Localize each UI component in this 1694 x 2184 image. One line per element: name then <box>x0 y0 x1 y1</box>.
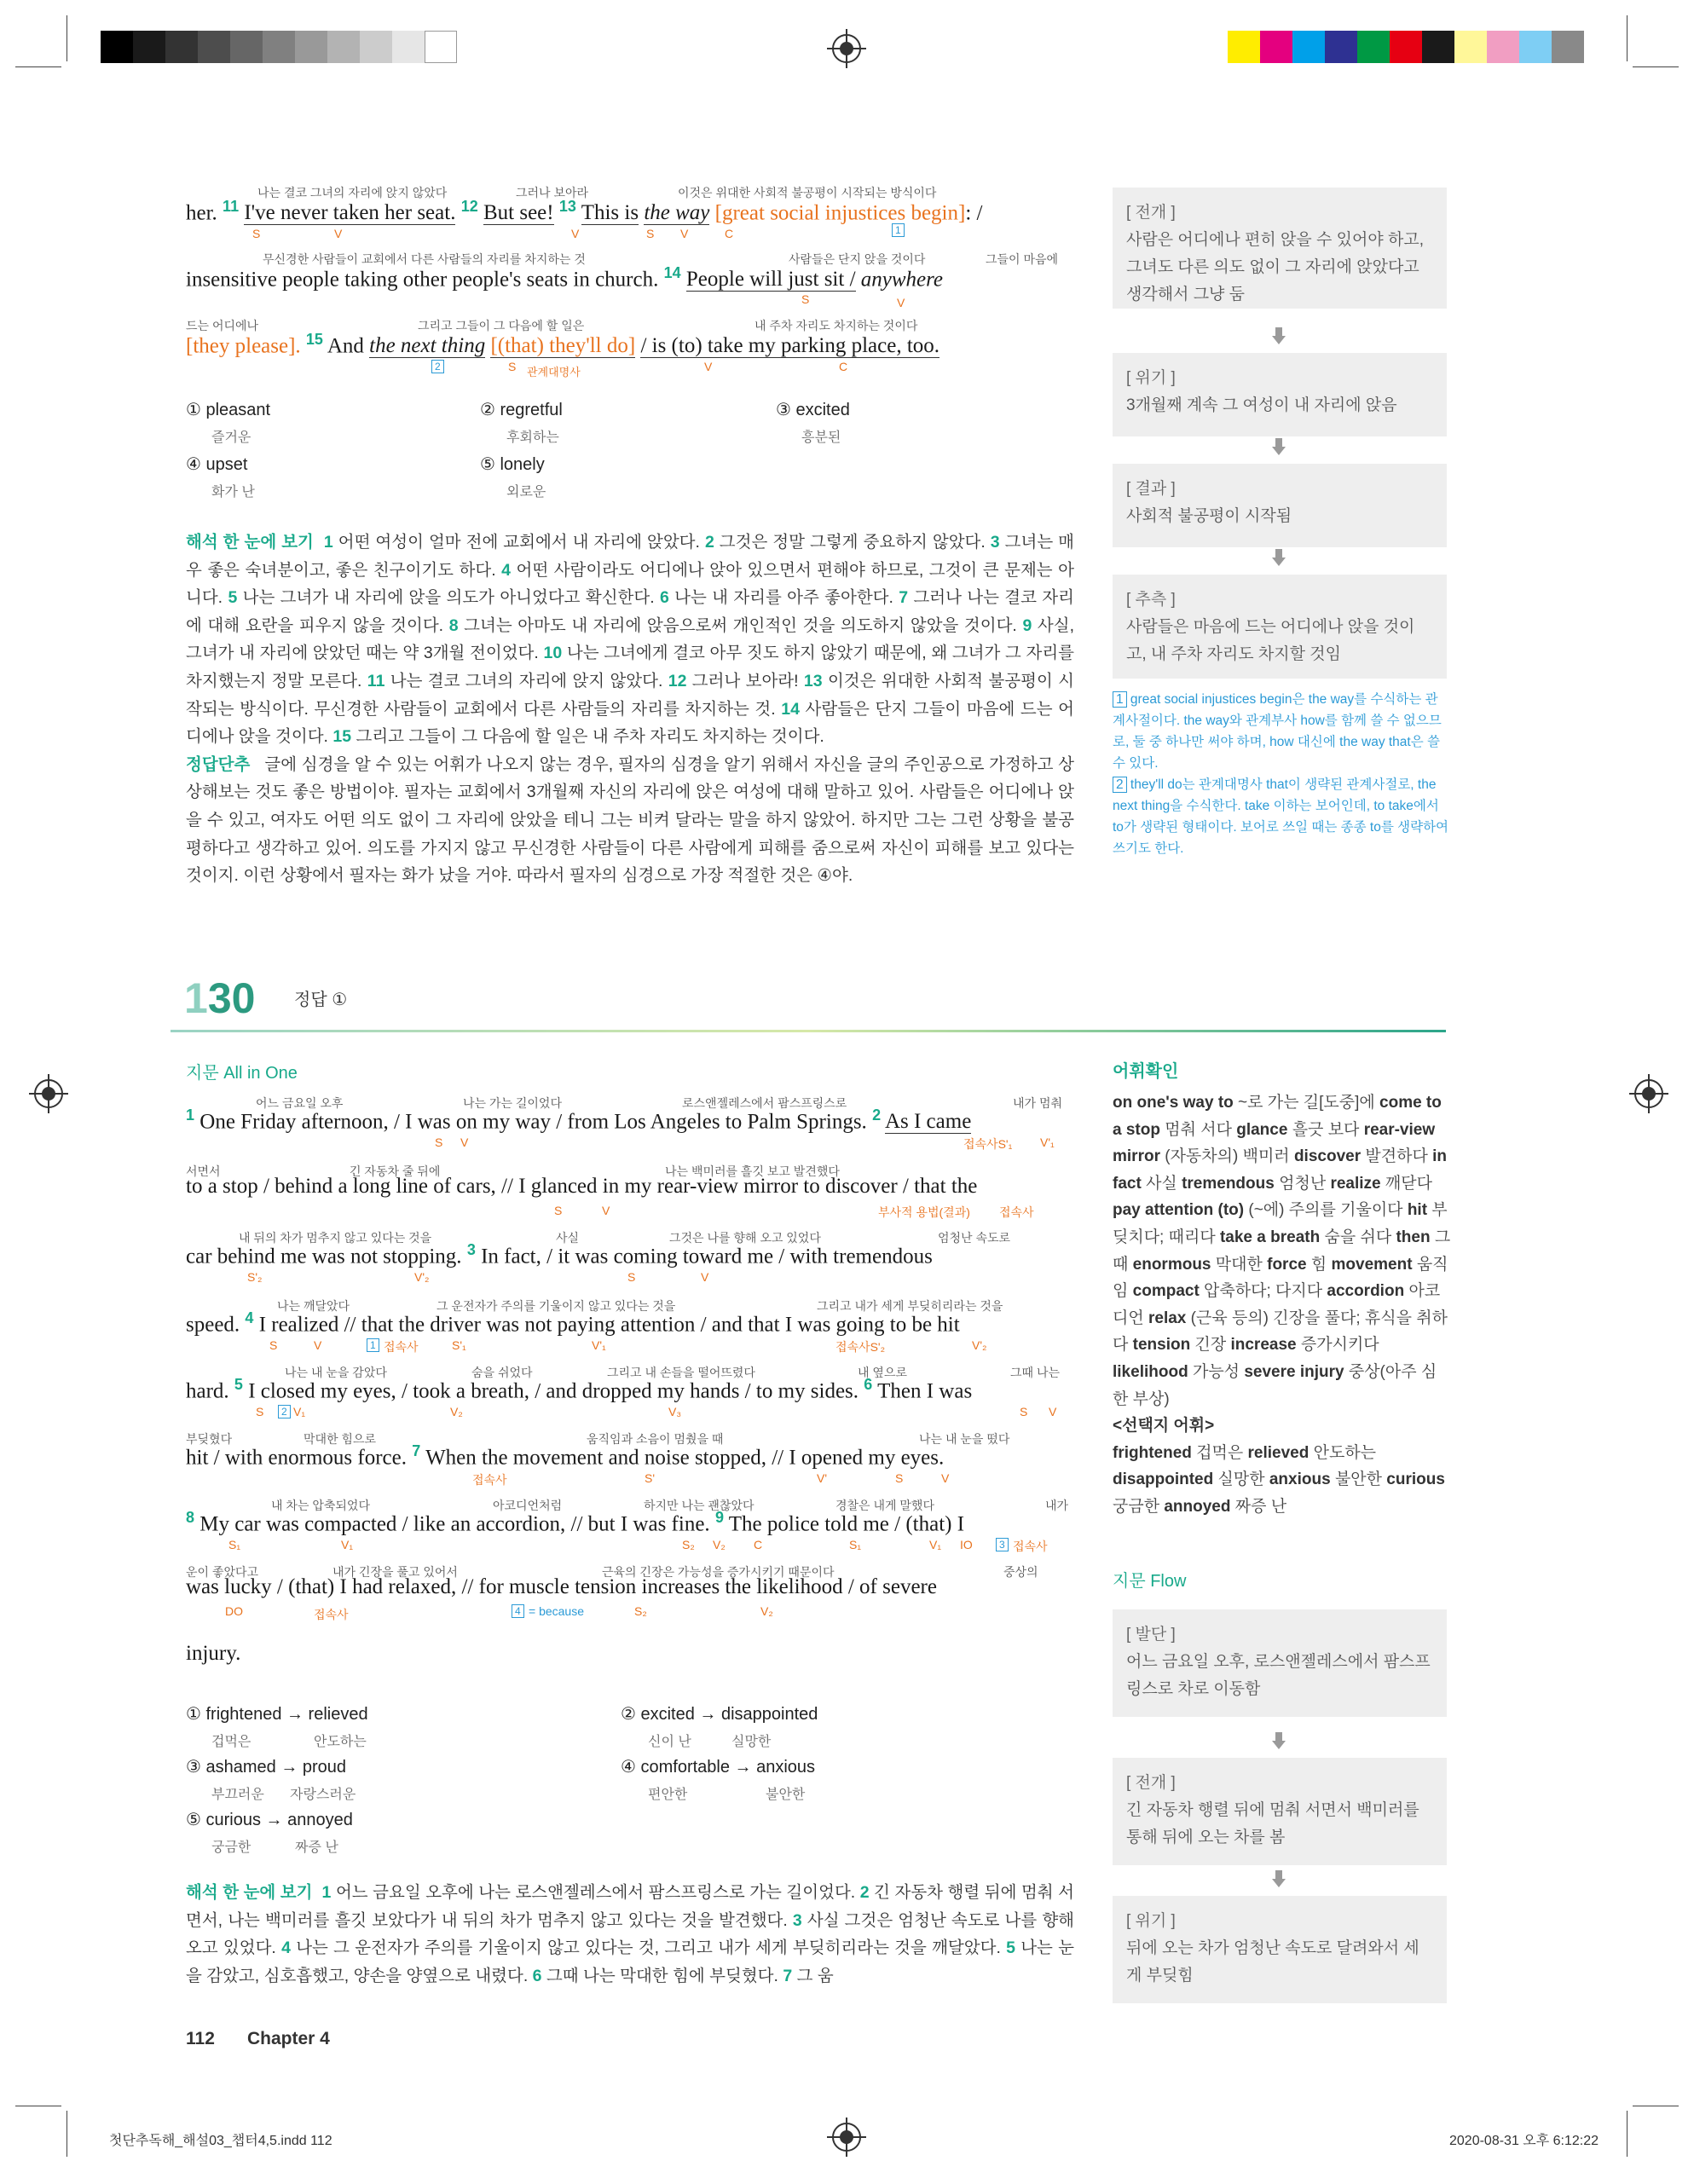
gloss: 내 뒤의 차가 멈추지 않고 있다는 것을 <box>239 1231 432 1245</box>
gloss: 움직임과 소음이 멈췄을 때 <box>587 1432 724 1446</box>
grammar-tag: V₁ <box>293 1405 306 1418</box>
gloss: 그 운전자가 주의를 기울이지 않고 있다는 것을 <box>437 1299 676 1313</box>
option-meaning: 겁먹은 <box>211 1735 251 1749</box>
print-date: 2020-08-31 오후 6:12:22 <box>1449 2134 1599 2148</box>
down-arrow-icon <box>1272 1741 1286 1749</box>
gloss: 부딪혔다 <box>186 1432 233 1446</box>
down-arrow-icon <box>1272 1879 1286 1887</box>
sentence-line: $^1$ One Friday afternoon, / I was on my way / from Los Angeles to Palm Springs. $^2$ As I came <box>186 1106 972 1134</box>
sentence-number: 7 <box>412 1442 421 1459</box>
gloss: 하지만 나는 괜찮았다 <box>644 1499 754 1512</box>
grammar-tag: V₂ <box>713 1538 726 1551</box>
option-meaning: 부끄러운 <box>211 1788 264 1802</box>
option-meaning: 편안한 <box>648 1788 688 1802</box>
grammar-tag: 접속사 <box>384 1340 419 1354</box>
option[interactable]: ② regretful <box>480 401 563 419</box>
gloss: 긴 자동차 줄 뒤에 <box>350 1164 441 1178</box>
option[interactable]: ③ excited <box>776 401 850 419</box>
gloss: 나는 가는 길이었다 <box>463 1096 562 1110</box>
sentence-number: 15 <box>305 331 323 348</box>
grammar-tag: V'₂ <box>414 1270 430 1284</box>
grammar-tag: V <box>602 1204 610 1217</box>
grammar-tag: C <box>725 227 734 240</box>
gloss: 운이 좋았다고 <box>186 1565 259 1579</box>
flow-box: [ 결과 ] 사회적 불공평이 시작됨 <box>1113 464 1447 547</box>
grammar-tag: 접속사 <box>472 1473 507 1487</box>
grammar-tag: 관계대명사 <box>527 366 581 378</box>
note-reference-text: = because <box>529 1604 584 1618</box>
option-meaning: 즐거운 <box>211 430 251 445</box>
gloss: 나는 결코 그녀의 자리에 앉지 않았다 <box>257 186 448 199</box>
section-divider <box>171 1030 1446 1032</box>
registration-mark-top <box>832 34 861 63</box>
gloss: 숨을 쉬었다 <box>471 1366 533 1379</box>
down-arrow-icon <box>1272 336 1286 344</box>
note-reference: 4 <box>512 1604 524 1618</box>
grammar-tag: S <box>646 227 655 240</box>
grammar-tag: S₂ <box>682 1538 695 1551</box>
grammar-tag: 부사적 용법(결과) <box>878 1205 970 1219</box>
grammar-tag: 접속사 <box>999 1205 1034 1219</box>
sentence-text: This is <box>581 201 639 225</box>
answer-badge: 정답 ① <box>294 991 348 1009</box>
flow-box: [ 전개 ] 사람은 어디에나 편히 앉을 수 있어야 하고, 그녀도 다른 의도 없이 그 자리에 앉았다고 생각해서 그냥 둠 <box>1113 188 1447 309</box>
option-meaning: 신이 난 <box>648 1735 691 1749</box>
sentence-number: 2 <box>872 1106 882 1124</box>
option[interactable]: ⑤ lonely <box>480 455 545 474</box>
grammar-tag: V <box>941 1471 950 1485</box>
flow-box: [ 추측 ] 사람들은 마음에 드는 어디에나 앉을 것이고, 내 주차 자리도 차지할 것임 <box>1113 575 1447 679</box>
sentence-line: speed. $^4$ I realized // that the driver was not paying attention / and that I was going to be hit <box>186 1309 960 1337</box>
sentence-text: I've never taken her seat. <box>244 201 456 225</box>
bracketed-clause: [(that) they'll do] <box>490 334 636 358</box>
option-meaning: 외로운 <box>506 485 546 500</box>
flow-box: [ 위기 ] 뒤에 오는 차가 엄청난 속도로 달려와서 세게 부딪힘 <box>1113 1896 1447 2003</box>
grammar-tag: V₃ <box>668 1405 682 1418</box>
grammar-tag: S <box>627 1270 636 1284</box>
gloss: 내 옆으로 <box>858 1366 907 1379</box>
gloss: 서면서 <box>186 1164 221 1178</box>
gloss: 나는 내 눈을 감았다 <box>285 1366 387 1379</box>
gloss: 이것은 위대한 사회적 불공평이 시작되는 방식이다 <box>678 186 937 199</box>
grammar-tag: S₁ <box>849 1538 862 1551</box>
sentence-line: injury. <box>186 1642 241 1665</box>
file-info: 첫단추독해_해설03_챕터4,5.indd 112 <box>109 2134 332 2148</box>
sentence-line: was lucky / (that) I had relaxed, // for muscle tension increases the likelihood / of severe <box>186 1575 937 1598</box>
sentence-text: But see! <box>483 201 554 225</box>
option-meaning: 실망한 <box>731 1735 772 1749</box>
gloss: 막대한 힘으로 <box>304 1432 377 1446</box>
gloss: 그러나 보아라 <box>516 186 589 199</box>
option[interactable]: ② excited → disappointed <box>621 1705 818 1724</box>
gloss: 어느 금요일 오후 <box>256 1096 344 1110</box>
sentence-number: 5 <box>234 1376 243 1393</box>
grammar-tag: V₂ <box>760 1604 773 1618</box>
sentence-number: 8 <box>186 1509 195 1526</box>
grammar-tag: V₁ <box>341 1538 354 1551</box>
gloss: 엄청난 속도로 <box>938 1231 1011 1245</box>
gloss: 그때 나는 <box>1010 1366 1060 1379</box>
gloss: 내가 멈춰 <box>1013 1096 1062 1110</box>
gloss: 아코디언처럼 <box>493 1499 563 1512</box>
option[interactable]: ④ upset <box>186 455 248 474</box>
section-label: 지문 All in One <box>186 1064 298 1083</box>
grammar-tag: S <box>801 292 810 306</box>
grammar-tag: S' <box>645 1471 656 1485</box>
question-number: 130 <box>184 974 256 1022</box>
grammar-tag: 접속사S'₁ <box>963 1137 1013 1151</box>
flow-box: [ 발단 ] 어느 금요일 오후, 로스앤젤레스에서 팜스프링스로 차로 이동함 <box>1113 1609 1447 1717</box>
grammar-tag: S'₁ <box>452 1338 466 1352</box>
grammar-tag: S₁ <box>228 1538 241 1551</box>
gloss: 내 차는 압축되었다 <box>271 1499 370 1512</box>
grammar-tag: S <box>1020 1405 1028 1418</box>
grammar-tag: V <box>701 1270 709 1284</box>
gloss: 사람들은 단지 앉을 것이다 <box>789 252 926 266</box>
grammar-tag: 접속사 <box>314 1608 349 1621</box>
vocab-title: 어휘확인 <box>1113 1062 1179 1081</box>
gloss: 로스앤젤레스에서 팜스프링스로 <box>682 1096 847 1110</box>
grammar-tag: S <box>435 1135 443 1149</box>
sentence-text: People will just sit / <box>685 268 856 292</box>
option-meaning: 화가 난 <box>211 485 255 500</box>
option-meaning: 안도하는 <box>314 1735 367 1749</box>
sentence-number: 12 <box>460 198 478 215</box>
grammar-tag: S <box>895 1471 904 1485</box>
sentence-line: hit / with enormous force. $^7$ When the movement and noise stopped, // I opened my eyes. <box>186 1442 945 1470</box>
grammar-tag: V <box>1049 1405 1057 1418</box>
sentence-line: hard. $^5$ I closed my eyes, / took a breath, / and dropped my hands / to my sides. $^6$ Then I was <box>186 1376 973 1403</box>
gloss: 그들이 마음에 <box>986 252 1059 266</box>
note-reference: 3 <box>996 1538 1009 1551</box>
grammar-tag: V'₁ <box>592 1338 606 1352</box>
note-item: 1 great social injustices begin은 the way를 수식하는 관계사절이다. the way와 관계부사 how를 함께 쓸 수 없으므로, 둘 중 하나만 써야 하며, how 대신에 the way that은 쓸 수 있다. <box>1113 692 1442 771</box>
gloss: 내가 <box>1045 1499 1069 1512</box>
grammar-tag: V₁ <box>929 1538 942 1551</box>
translation-paragraph-1: 해석 한 눈에 보기 1 어떤 여성이 얼마 전에 교회에서 내 자리에 앉았다. 2 그것은 정말 그렇게 중요하지 않았다. 3 그녀는 매우 좋은 숙녀분이고, 좋은 친구이기도 하다. 4 어떤 사람이라도 어디에나 앉아 있으면서 편해야 하므로, 그것이 큰 문제는 아니다. 5 나는 그녀가 내 자리에 앉을 의도가 아니었다고 확신한다. 6 나는 내 자리를 아주 좋아한다. 7 그러나 나는 결코 자리에 대해 요란을 피우지 않을 것이다. 8 그녀는 아마도 내 자리에 앉음으로써 개인적인 것을 의도하지 않았을 것이다. 9 사실, 그녀가 내 자리에 앉았던 때는 약 3개월 전이었다. 10 나는 그녀에게 결코 아무 짓도 하지 않았기 때문에, 왜 그녀가 그 자리를 차지했는지 정말 모른다. 11 나는 결코 그녀의 자리에 앉지 않았다. 12 그러나 보아라! 13 이것은 위대한 사회적 불공평이 시작되는 방식이다. 무신경한 사람들이 교회에서 다른 사람들의 자리를 차지하는 것. 14 사람들은 단지 그들이 마음에 드는 어디에나 앉을 것이다. 15 그리고 그들이 그 다음에 할 일은 내 주차 자리도 차지하는 것이다. 정답단추 글에 심경을 알 수 있는 어휘가 나오지 않는 경우, 필자의 심경을 알기 위해서 자신을 글의 주인공으로 가정하고 상상해보는 것도 좋은 방법이야. 필자는 교회에서 3개월째 자신의 자리에 앉은 여성에 대해 말하고 있어. 사람들은 어디에나 앉을 수 있고, 여자도 어떤 의도 없이 그 자리에 앉았을 테니 그는 비켜 달라는 말을 하지 않았어. 하지만 그는 그런 상황을 불공평하다고 생각하고 있어. 의도를 가지지 않고 무신경한 사람들이 다른 사람에게 피해를 줌으로써 자신이 피해를 보고 있다는 것이지. 이런 상황에서 필자는 화가 났을 거야. 따라서 필자의 심경으로 가장 적절한 것은 ④야. <box>186 533 1075 886</box>
grammar-tag: V' <box>817 1471 828 1485</box>
grammar-tag: 접속사S'₂ <box>835 1340 886 1354</box>
gloss: 그리고 내가 세게 부딪히리라는 것을 <box>817 1299 1003 1313</box>
option-meaning: 짜증 난 <box>295 1840 338 1855</box>
grammar-tag: S'₂ <box>247 1270 263 1284</box>
gloss: 그것은 나를 향해 오고 있었다 <box>669 1231 821 1245</box>
option-meaning: 자랑스러운 <box>290 1788 356 1802</box>
gloss: 나는 내 눈을 떴다 <box>919 1432 1010 1446</box>
grammar-tag: V <box>460 1135 469 1149</box>
option-meaning: 후회하는 <box>506 430 559 445</box>
sentence-line: to a stop / behind a long line of cars, // I glanced in my rear-view mirror to discover / that the <box>186 1175 978 1198</box>
grammar-tag: V'₂ <box>972 1338 987 1352</box>
grammar-tag: C <box>754 1538 763 1551</box>
note-reference: 1 <box>892 223 905 237</box>
chapter-label: Chapter 4 <box>247 2029 330 2048</box>
gloss: 드는 어디에나 <box>186 319 259 332</box>
answer-label: 정답단추 <box>186 754 251 774</box>
sentence-number: 3 <box>466 1241 476 1258</box>
down-arrow-icon <box>1272 447 1286 455</box>
flow-box: [ 위기 ] 3개월째 계속 그 여성이 내 자리에 앉음 <box>1113 353 1447 436</box>
grammar-tag: S₂ <box>634 1604 647 1618</box>
translation-paragraph-2: 해석 한 눈에 보기 1 어느 금요일 오후에 나는 로스앤젤레스에서 팜스프링스로 가는 길이었다. 2 긴 자동차 행렬 뒤에 멈춰 서면서, 나는 백미러를 흘깃 보았다가 내 뒤의 차가 멈추지 않고 있다는 것을 발견했다. 3 사실 그것은 엄청난 속도로 나를 향해 오고 있었다. 4 나는 그 운전자가 주의를 기울이지 않고 있다는 것, 그리고 내가 세게 부딪히리라는 것을 깨달았다. 5 나는 눈을 감았고, 심호흡했고, 양손을 양옆으로 내렸다. 6 그때 나는 막대한 힘에 부딪혔다. 7 그 움 <box>186 1883 1075 1985</box>
flow-title: 지문 Flow <box>1113 1572 1187 1591</box>
grammar-tag: V <box>680 227 689 240</box>
option[interactable]: ⑤ curious → annoyed <box>186 1811 353 1829</box>
note-reference: 2 <box>431 360 444 373</box>
grammar-tag: 접속사 <box>1013 1540 1048 1553</box>
grammar-tag: V'₁ <box>1040 1135 1055 1149</box>
gloss: 무신경한 사람들이 교회에서 다른 사람들의 자리를 차지하는 것 <box>263 252 586 266</box>
gloss: 근육의 긴장은 가능성을 증가시키기 때문이다 <box>602 1565 835 1579</box>
grammar-tag: V <box>897 296 905 309</box>
sentence-number: 13 <box>558 198 576 215</box>
sentence-line: car behind me was not stopping. $^3$ In fact, / it was coming toward me / with tremendous <box>186 1241 933 1268</box>
grammar-tag: S <box>508 360 517 373</box>
grammar-tag: S <box>252 227 261 240</box>
grammar-tag: DO <box>225 1604 243 1618</box>
note-reference: 1 <box>367 1338 379 1352</box>
sentence-number: 1 <box>186 1106 195 1124</box>
sentence-number: 14 <box>663 264 681 281</box>
gloss: 나는 깨달았다 <box>277 1299 350 1313</box>
option[interactable]: ① frightened → relieved <box>186 1705 368 1724</box>
sentence-line: [they please]. $^{15}$ And the next thing [(that) they'll do] / is (to) take my parking place, too. <box>186 331 940 358</box>
registration-mark-right <box>1634 1079 1663 1108</box>
grammar-tag: V <box>571 227 580 240</box>
option[interactable]: ① pleasant <box>186 401 271 419</box>
grammar-tag: IO <box>960 1538 973 1551</box>
gloss: 그리고 내 손들을 떨어뜨렸다 <box>607 1366 755 1379</box>
grammar-tag: V₂ <box>450 1405 463 1418</box>
grammar-tag: V <box>334 227 343 240</box>
gloss: 사실 <box>556 1231 580 1245</box>
grammar-tag: S <box>554 1204 563 1217</box>
grammar-notes <box>1113 689 1449 859</box>
sentence-number: 4 <box>245 1309 254 1326</box>
sentence-number: 6 <box>864 1376 873 1393</box>
option[interactable]: ④ comfortable → anxious <box>621 1758 816 1777</box>
flow-box: [ 전개 ] 긴 자동차 행렬 뒤에 멈춰 서면서 백미러를 통해 뒤에 오는 차를 봄 <box>1113 1758 1447 1865</box>
sentence-line: her. $^{11}$ I've never taken her seat. $^{12}$ But see! $^{13}$ This is the way [great social injustices begin]: / <box>186 198 983 225</box>
gloss: 내가 긴장을 풀고 있어서 <box>332 1565 458 1579</box>
grammar-tag: V <box>314 1338 322 1352</box>
option[interactable]: ③ ashamed → proud <box>186 1758 347 1777</box>
grammar-tag: S <box>256 1405 264 1418</box>
note-reference: 2 <box>278 1405 291 1418</box>
sentence-text: the way <box>644 201 710 225</box>
registration-mark-bottom <box>832 2123 861 2152</box>
grammar-tag: S <box>269 1338 278 1352</box>
note-item: 2 they'll do는 관계대명사 that이 생략된 관계사절로, the next thing을 수식한다. take 이하는 보어인데, to take에서 to가 생략된 형태이다. 보어로 쓰일 때는 종종 to를 생략하여 쓰기도 한다. <box>1113 777 1449 856</box>
sentence-line: $^8$ My car was compacted / like an accordion, // but I was fine. $^9$ The police told me / (that) I <box>186 1509 965 1536</box>
option-meaning: 궁금한 <box>211 1840 251 1855</box>
gloss: 내 주차 자리도 차지하는 것이다 <box>754 319 918 332</box>
grammar-tag: V <box>704 360 713 373</box>
gloss: 나는 백미러를 흘깃 보고 발견했다 <box>665 1164 840 1178</box>
down-arrow-icon <box>1272 558 1286 566</box>
sentence-line: insensitive people taking other people's seats in church. $^{14}$ People will just sit / anywhere <box>186 264 944 292</box>
gloss: 그리고 그들이 그 다음에 할 일은 <box>418 319 585 332</box>
gloss: 경찰은 내게 말했다 <box>835 1499 934 1512</box>
vocab-list: on one's way to ~로 가는 길[도중]에 come to a stop 멈춰 서다 glance 흘긋 보다 rear-view mirror (자동차의) 백미러 discover 발견하다 in fact 사실 tremendous 엄청난 realize 깨닫다 pay attention (to) (~에) 주의를 기울이다 hit 부딪치다; 때리다 take a breath 숨을 쉬다 then 그때 enormous 막대한 force 힘 movement 움직임 compact 압축하다; 다지다 accordion 아코디언 relax (근육 등의) 긴장을 풀다; 휴식을 취하다 tension 긴장 increase 증가시키다 likelihood 가능성 severe injury 중상(아주 심한 부상) <선택지 어휘> frightened 겁먹은 relieved 안도하는 disappointed 실망한 anxious 불안한 curious 궁금한 annoyed 짜증 난 <box>1113 1094 1451 1516</box>
sentence-number: 11 <box>223 198 240 215</box>
grammar-tag: C <box>839 360 848 373</box>
gloss: 중상의 <box>1003 1565 1038 1579</box>
sentence-number: 9 <box>714 1509 724 1526</box>
page-number: 112 <box>186 2029 215 2048</box>
answer-explanation: 글에 심경을 알 수 있는 어휘가 나오지 않는 경우, 필자의 심경을 알기 위해서 자신을 글의 주인공으로 가정하고 상상해보는 것도 좋은 방법이야. 필자는 교회에서 3개월째 자신의 자리에 앉은 여성에 대해 말하고 있어. 사람들은 어디에나 앉을 수 있고, 여자도 어떤 의도 없이 그 자리에 앉았을 테니 그는 비켜 달라는 말을 하지 않았어. 하지만 그는 그런 상황을 불공평하다고 생각하고 있어. 의도를 가지지 않고 무신경한 사람들이 다른 사람에게 피해를 줌으로써 자신이 피해를 보고 있다는 것이지. 이런 상황에서 필자는 화가 났을 거야. 따라서 필자의 심경으로 가장 적절한 것은 ④야. <box>186 754 1075 886</box>
option-meaning: 불안한 <box>766 1788 806 1802</box>
option-meaning: 흥분된 <box>801 430 841 445</box>
bracketed-clause: [great social injustices begin] <box>714 201 966 225</box>
registration-mark-left <box>34 1079 63 1108</box>
